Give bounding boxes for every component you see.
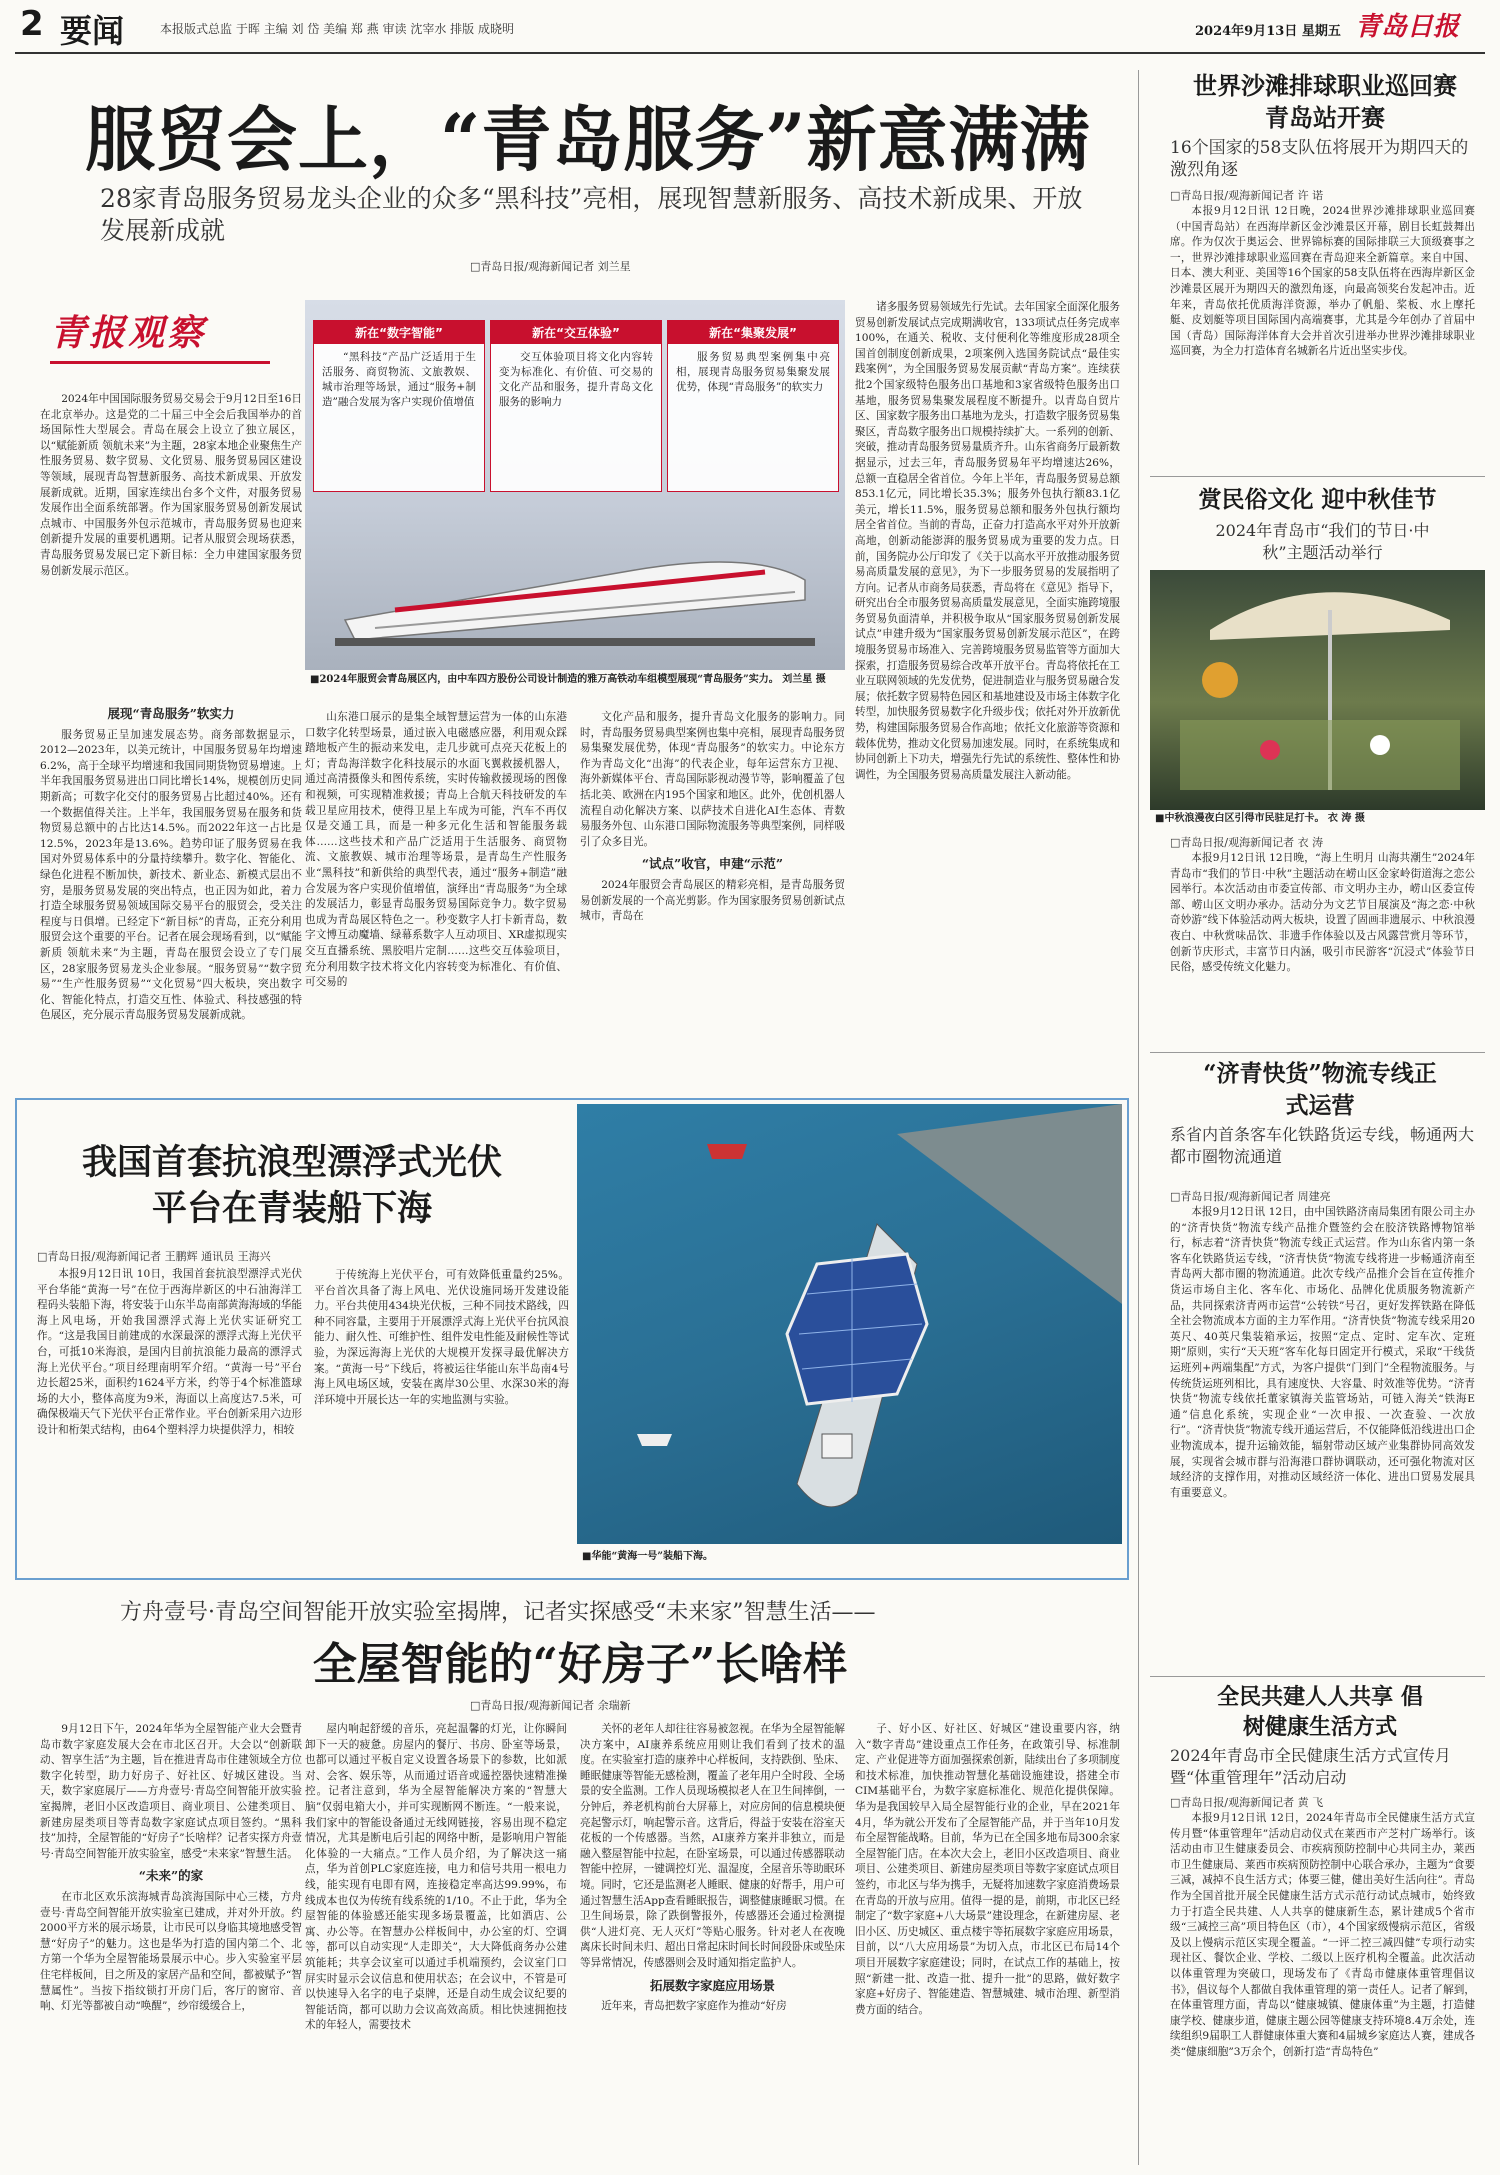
mid-autumn-subtitle: 2024年青岛市“我们的节日·中秋”主题活动举行 — [1215, 521, 1430, 562]
mid-autumn-body: 本报9月12日讯 12日晚，“海上生明月 山海共潮生”2024年青岛市“我们的节日·中秋”主题活动在崂山区金家岭街道海之恋公园举行。本次活动由市委宣传部、市文明办主办，崂山区委宣传部、崂山区文明办承办。活动分为文艺节目展演及“海之恋·中秋奇妙游”线下体验活动两大板块，设置了固画非遗展示、中秋浪漫夜白、中秋赏味品饮、非遗手作体验以及古风露营赏月等环节，创新节庆形式，丰富节日内涵，吸引市民游客“沉浸式”体验节日民俗，感受传统文化魅力。 — [1170, 852, 1475, 974]
column-tag-text: 青报观察 — [50, 312, 207, 354]
mid-autumn-byline: □青岛日报/观海新闻记者 衣 涛 — [1170, 836, 1324, 849]
feature-box-cluster — [667, 320, 839, 492]
column-tag — [40, 285, 300, 385]
rail-rule-2 — [1150, 1052, 1485, 1053]
lead-col4: 诸多服务贸易领域先行先试。去年国家全面深化服务贸易创新发展试点完成期满收官，133项试点任务完成率100%，在通关、税收、支付便利化等维度形成28项全国首创制度创新成果，2项案例入选国务院试点“最佳实践案例”，为全国服务贸易发展贡献“青岛方案”。连续获批2个国家级特色服务出口基地和3家省级特色服务出口基地，服务贸易集聚发展程度不断提升。以青岛自贸片区、国家数字服务出口基地为龙头，打造数字服务贸易集聚区，青岛数字服务出口规模持续扩大。一系列的创新、突破，推动青岛服务贸易量质齐升。山东省商务厅最新数据显示，过去三年，青岛服务贸易年平均增速达26%，总额一直稳居全省首位。今年上半年，青岛服务贸易总额853.1亿元，同比增长35.3%；服务外包执行额83.1亿美元，增长11.5%，服务贸易总额和服务外包执行额均居全省首位。当前的青岛，正奋力打造高水平对外开放新高地，创新动能澎湃的服务贸易成为重要的发力点。日前，国务院办公厅印发了《关于以高水平开放推动服务贸易高质量发展的意见》，为下一步服务贸易的发展指明了方向。记者从市商务局获悉，青岛将在《意见》指导下，研究出台全市服务贸易高质量发展意见，全面实施跨境服务贸易负面清单，并积极争取从“国家服务贸易创新发展试点”申建升级为“国家服务贸易创新发展示范区”，在跨境服务贸易市场准入、完善跨境服务贸易监管等方面加大探索，打造服务贸易综合改革开放平台。青岛将依托在工业互联网领域的先发优势，促进制造业与服务贸易融合发展；依托数字贸易特色园区和基地建设及市场主体数字化转型，加快服务贸易数字化升级步伐；依托对外开放新优势，构建国际服务贸易合作高地；依托文化旅游等资源和载体优势，推动文化贸易加速发展。同时，在系统集成和协同创新上下功夫，增强先行先试的系统性、整体性和协调性，为全国服务贸易高质量发展注入新动能。 — [855, 301, 1120, 781]
lead-col2: 山东港口展示的是集全域智慧运营为一体的山东港口数字化转型场景，通过嵌入电磁感应器，利用观众踩踏地板产生的振动来发电，走几步就可点亮天花板上的灯；青岛海洋数字化科技展示的水面飞翼救援机器人，通过高清摄像头和图传系统，实时传输救援现场的图像和视频，可实现精准救援；青岛上合航天科技研发的车载卫星应用技术，使得卫星上车成为可能，汽车不再仅仅是交通工具，而是一种多元化生活和智能服务载体……这些技术和产品广泛适用于生活服务、商贸物流、文旅教娱、城市治理等场景，是青岛生产性服务业“黑科技”和新供给的典型代表，通过“服务+制造”融合发展为客户实现价值增值，演绎出“青岛服务”为全球的发展活力，彰显青岛服务贸易国际竞争力。数字贸易也成为青岛展区特色之一。秒变数字人打卡新青岛，数字文博互动魔墙、绿幕系数字人互动项目、XR虚拟现实交互直播系统、黑胶唱片定制……这些交互体验项目，充分利用数字技术将文化内容转变为标准化、有价值、可交易的 — [305, 711, 567, 989]
health-lifestyle-subtitle: 2024年青岛市全民健康生活方式宣传月暨“体重管理年”活动启动 — [1170, 1746, 1451, 1787]
smart-home-col3: 关怀的老年人却往往容易被忽视。在华为全屋智能解决方案中，AI康养系统应用则让我们看到了技术的温度。在实验室打造的康养中心样板间，支持跌倒、坠床、睡眠健康等智能无感检测，覆盖了老年用户全时段、全场景的安全监测。工作人员现场模拟老人在卫生间摔倒，一分钟后，养老机构前台大屏幕上，对应房间的信息模块便亮起警示灯，响起警示音。这背后，得益于安装在浴室天花板的一个传感器。当然，AI康养方案并非独立，而是融入整屋智能中拉起，在卧室场景，可以通过传感器联动智能中控屏，一键调控灯光、温湿度，全屋音乐等助眠环境。同时，它还是监测老人睡眠、健康的好帮手，用户可通过智慧生活App查看睡眠报告，调整健康睡眠习惯。在卫生间场景，除了跌倒警报外，传感器还会通过检测提供“人进灯亮、无人灭灯”等贴心服务。针对老人在夜晚离床长时间未归、超出日常起床时间长时间段卧床或坠床等异常情况，传感器则会及时通知指定监护人。 拓展数字家庭应用场景 近年来，青岛把数字家庭作为推动“好房 — [580, 1723, 845, 2013]
lead-intro: 2024年中国国际服务贸易交易会于9月12日至16日在北京举办。这是党的二十届三中全会后我国举办的首场国际性大型展会。青岛在展会上设立了独立展区，以“赋能新质 领航未来”为主题，28家本地企业聚焦生产性服务贸易、数字贸易、文化贸易、服务贸易园区建设等领域，展现青岛智慧新服务、高技术新成果、开放发展新成就。近期，国家连续出台多个文件，对服务贸易发展作出全面系统部署。作为国家服务贸易创新发展试点城市、中国服务外包示范城市，青岛服务贸易也迎来创新提升发展的重要机遇期。记者从服贸会现场获悉，青岛服务贸易发展已定下新目标：全力申建国家服务贸易创新发展示范区。 — [40, 393, 302, 577]
subhead-expand-scenes: 拓展数字家庭应用场景 — [649, 1977, 775, 1993]
beach-volleyball-subtitle: 16个国家的58支队伍将展开为期四天的激烈角逐 — [1170, 138, 1469, 180]
beach-volleyball-byline: □青岛日报/观海新闻记者 许 诺 — [1170, 189, 1324, 202]
lead-title: 服贸会上，“青岛服务”新意满满 — [85, 98, 1091, 181]
smart-home-kicker: 方舟壹号·青岛空间智能开放实验室揭牌，记者实探感受“未来家”智慧生活—— — [120, 1600, 876, 1625]
smart-home-col1: 9月12日下午，2024年华为全屋智能产业大会暨青岛市数字家庭发展大会在市北区召开。大会以“创新联动、智享生活”为主题，旨在推进青岛市住建领域全方位数字化转型，助力好房子、好社区、好城区建设。当天，数字家庭展厅——方舟壹号·青岛空间智能开放实验室揭牌，老旧小区改造项目、商业项目、公建类项目、新建房屋类项目等青岛数字家庭试点项目签约。“黑科技”加持，全屋智能的“好房子”长啥样？记者实探方舟壹号·青岛空间智能开放实验室，感受“未来家”智慧生活。 “未来”的家 在市北区欢乐滨海城青岛滨海国际中心三楼，方舟壹号·青岛空间智能开放实验室已建成，并对外开放。约2000平方米的展示场景，让市民可以身临其境地感受智慧“好房子”的魅力。这也是华为打造的国内第二个、北方第一个华为全屋智能场景展示中心。步入实验室平层住宅样板间，目之所及的家居产品和空间，都被赋予“智慧属性”。当按下指纹锁打开房门后，客厅的窗帘、音响、灯光等都被自动“唤醒”，纱帘缓缓合上， — [40, 1723, 302, 2013]
smart-home-title: 全屋智能的“好房子”长啥样 — [312, 1639, 848, 1690]
page-number: 2 — [20, 4, 44, 44]
beach-volleyball-body: 本报9月12日讯 12日晚，2024世界沙滩排球职业巡回赛（中国青岛站）在西海岸新区金沙滩景区开幕，剧目长虹鼓舞出席。作为仅次于奥运会、世界锦标赛的国际排联三大顶级赛事之一，世界沙滩排球职业巡回赛在青岛迎来全新篇章。来自中国、日本、澳大利亚、美国等16个国家的58支队伍将在西海岸新区金沙滩景区展开为期四天的激烈角逐，向最高领奖台发起冲击。近年来，青岛依托优质海洋资源，举办了帆船、桨板、水上摩托艇、皮划艇等项目国际国内高端赛事，尤其是今年创办了首届中国（青岛）国际海洋体育大会并首次引进举办世界沙滩排球职业巡回赛，为全力打造体育名城新名片近出坚实步伐。 — [1170, 205, 1475, 358]
feature-box-head: 新在“数字智能” — [314, 321, 484, 344]
umbrella-lantern-icon — [1150, 570, 1485, 810]
lead-infographic — [305, 300, 845, 670]
pv-col2: 于传统海上光伏平台，可有效降低重量约25%。平台首次具备了海上风电、光伏设施同场开发建设能力。平台共使用434块光伏板，三种不同技术路线，四种不同容量，主要用于开展漂浮式海上光伏平台抗风浪能力、耐久性、可维护性、组件发电性能及耐候性等试验，为深远海海上光伏的大规模开发探寻最优解决方案。“黄海一号”下线后，将被运往华能山东半岛南4号海上风电场区域，安装在离岸30公里、水深30米的海洋环境中开展长达一年的实地监测与实验。 — [314, 1269, 569, 1406]
health-lifestyle-body: 本报9月12日讯 12日，2024年青岛市全民健康生活方式宣传月暨“体重管理年”活动启动仪式在莱西市产芝村广场举行。该活动由市卫生健康委员会、市疾病预防控制中心共同主办，莱西市卫生健康局、莱西市疾病预防控制中心联合承办，主题为“食要三减，减掉不良生活方式；体要三健，健出美好生活向往”。青岛作为全国首批开展全民健康生活方式示范行动试点城市，始终致力于打造全民共建、人人共享的健康新生态，累计建成5个省市级“三减控三高”项目特色区（市），4个国家级慢病示范区，省级及以上慢病示范区实现全覆盖。“一评二控三减四健”专项行动实现社区、餐饮企业、学校、二级以上医疗机构全覆盖。此次活动以体重管理为突破口，现场发布了《青岛市健康体重管理倡议书》，倡议每个人都做自我体重管理的第一责任人。记者了解到，在体重管理方面，青岛以“健康城镇、健康体重”为主题，打造健康学校、健康步道，健康主题公园等健康支持环境8.4万余处，连续组织9届职工人群健康体重大赛和4届城乡家庭达人赛，建成各类“健康细胞”3万余个，创新打造“青岛特色” — [1170, 1812, 1475, 2058]
lead-photo-caption: ■2024年服贸会青岛展区内，由中车四方股份公司设计制造的雅万高铁动车组模型展现“青岛服务”实力。 刘兰星 摄 — [310, 674, 826, 685]
jiqing-freight-byline: □青岛日报/观海新闻记者 周建亮 — [1170, 1190, 1331, 1203]
lead-col3: 文化产品和服务，提升青岛文化服务的影响力。同时，青岛服务贸易典型案例也集中亮相，展现青岛服务贸易集聚发展优势，体现“青岛服务”的软实力。中论东方作为青岛文化“出海”的代表企业，每年运营东方卫视、海外新媒体平台、青岛国际影视动漫节等，影响覆盖了包括北美、欧洲在内195个国家和地区。此外，优创机器人流程自动化解决方案、以萨技术自进化AI生态体、青数易服务外包、山东港口国际物流服务等典型案例，同样吸引了众多目光。 “试点”收官，申建“示范” 2024年服贸会青岛展区的精彩亮相，是青岛服务贸易创新发展的一个高光剪影。作为国家服务贸易创新试点城市，青岛在 — [580, 711, 845, 923]
smart-home-col2: 屋内响起舒缓的音乐，亮起温馨的灯光，让你瞬间卸下一天的疲惫。房屋内的餐厅、书房、卧室等场景，也都可以通过平板自定义设置各场景下的参数，比如派对、会客、娱乐等，从而通过语音或遥控器快速精准操控。记者注意到，华为全屋智能解决方案的“智慧大脑”仅弱电箱大小，并可实现断网不断连。“一般来说，我们家中的智能设备通过无线网链接，容易出现不稳定情况，尤其是断电后引起的网络中断，是影响用户智能化体验的一大痛点。”工作人员介绍，为了解决这一痛点，华为首创PLC家庭连接，电力和信号共用一根电力线，能实现有电即有网，连接稳定率高达99.99%，布线成本也仅为传统有线系统的1/10。不止于此，华为全屋智能的体验感还能实现多场景覆盖，比如酒店、公寓、办公等。在智慧办公样板间中，办公室的灯、空调等，都可以自动实现“人走即关”，大大降低商务办公建筑能耗；共享会议室可以通过手机端预约，会议室门口屏实时显示会议信息和使用状态；在会议中，不管是可以快速导入名字的电子桌牌，还是自动生成会议纪要的智能话筒，都可以助力会议高效高质。相比快速拥抱技术的年轻人，需要技术 — [305, 1723, 567, 2032]
feature-box-body: “黑科技”产品广泛适用于生活服务、商贸物流、文旅教娱、城市治理等场景，通过“服务+制造”融合发展为客户实现价值增值 — [322, 351, 476, 408]
lead-subtitle: 28家青岛服务贸易龙头企业的众多“黑科技”亮相，展现智慧新服务、高技术新成果、开放发展新成就 — [100, 184, 1083, 245]
jiqing-freight-title: “济青快货”物流专线正式运营 — [1203, 1060, 1437, 1119]
editors-line: 本报版式总监 于晖 主编 刘 岱 美编 郑 燕 审读 沈宰水 排版 成晓明 — [160, 22, 514, 36]
pv-title: 我国首套抗浪型漂浮式光伏平台在青装船下海 — [81, 1142, 502, 1229]
health-lifestyle-title: 全民共建人人共享 倡树健康生活方式 — [1217, 1684, 1423, 1740]
section-name: 要闻 — [60, 12, 125, 50]
header-rule — [15, 52, 1485, 54]
feature-box-head: 新在“集聚发展” — [668, 321, 838, 344]
pv-platform-box — [15, 1098, 1129, 1580]
subhead-future-home: “未来”的家 — [138, 1868, 204, 1884]
pv-byline: □青岛日报/观海新闻记者 王鹏辉 通讯员 王海兴 — [37, 1250, 271, 1263]
issue-date: 2024年9月13日 星期五 — [1195, 24, 1341, 39]
jiqing-freight-subtitle: 系省内首条客车化铁路货运专线，畅通两大都市圈物流通道 — [1170, 1125, 1475, 1166]
subhead-pilot: “试点”收官，申建“示范” — [641, 856, 784, 872]
rail-divider — [1138, 70, 1139, 2165]
mid-autumn-caption: ■中秋浪漫夜白区引得市民驻足打卡。 衣 涛 摄 — [1155, 813, 1365, 824]
jiqing-freight-body: 本报9月12日讯 12日，由中国铁路济南局集团有限公司主办的“济青快货”物流专线产品推介暨签约会在胶济铁路博物馆举行，标志着“济青快货”物流专线正式运营。作为山东省内第一条客车化铁路货运专线，“济青快货”物流专线将进一步畅通济南至青岛两大都市圈的物流通道。此次专线产品推介会旨在宣传推介货运市场自主化、客车化、市场化、品牌化优质服务物流新产品，共同探索济青两市运营“公转铁”号召，更好发挥铁路在降低全社会物流成本方面的主力军作用。“济青快货”物流专线采用20英尺、40英尺集装箱承运，按照“定点、定时、定车次、定班期”原则，实行“天天班”客车化每日固定开行模式，采取“干线货运班列+两端集配”方式，为客户提供“门到门”全程物流服务。与传统货运班列相比，具有速度快、大容量、时效准等优势。“济青快货”物流专线依托董家镇海关监管场站，可链入海关“铁海E通”信息化系统，实现企业“一次申报、一次查验、一次放行”。“济青快货”物流专线开通运营后，不仅能降低沿线进出口企业物流成本，提升运输效能，辐射带动区域产业集群协同高效发展，实现省会城市群与沿海港口群协调联动，还可强化物流对区域经济的支撑作用，对推动区域经济一体化、进出口贸易发展具有重要意义。 — [1170, 1206, 1475, 1499]
train-model-icon — [335, 510, 815, 650]
mid-autumn-title: 赏民俗文化 迎中秋佳节 — [1198, 486, 1437, 513]
ship-with-pv-platform-icon — [577, 1104, 1122, 1544]
beach-volleyball-title: 世界沙滩排球职业巡回赛青岛站开赛 — [1193, 71, 1457, 132]
paper-logo: 青岛日报 — [1355, 12, 1460, 42]
feature-box-head: 新在“交互体验” — [491, 321, 661, 344]
feature-box-digital — [313, 320, 485, 492]
feature-box-interaction — [490, 320, 662, 492]
lead-byline: □青岛日报/观海新闻记者 刘兰星 — [470, 260, 631, 273]
mid-autumn-photo — [1150, 570, 1485, 810]
pv-ship-photo — [577, 1104, 1122, 1544]
page-header — [0, 0, 1500, 52]
feature-box-body: 服务贸易典型案例集中亮相，展现青岛服务贸易集聚发展优势，体现“青岛服务”的软实力 — [676, 351, 830, 393]
smart-home-byline: □青岛日报/观海新闻记者 余瑞新 — [470, 1699, 631, 1712]
pv-photo-caption: ■华能“黄海一号”装船下海。 — [582, 1551, 713, 1562]
lead-col1: 展现“青岛服务”软实力 服务贸易正呈加速发展态势。商务部数据显示，2012—2023年，以美元统计，中国服务贸易年均增速6.2%，高于全球平均增速和我国同期货物贸易增速。上半年我国服务贸易进出口同比增长14%，规模创历史同期新高；可数字化交付的服务贸易占比超过40%。还有一个数据值得关注。上半年，我国服务贸易在服务和货物贸易总额中的占比达14.5%。而2022年这一占比是12.5%，2023年是13.6%。趋势印证了服务贸易在我国对外贸易体系中的分量持续攀升。数字化、智能化、绿色化进程不断加快，新技术、新业态、新模式层出不穷，是服务贸易发展的突出特点，也正因为如此，着力打造全球服务贸易领域国际交易平台的服贸会，受关注程度与日俱增。已经定下“新目标”的青岛，正充分利用服贸会这个重要的平台。记者在展会现场看到，以“赋能新质 领航未来”为主题，青岛在服贸会设立了专门展区，28家服务贸易龙头企业参展。“服务贸易”“数字贸易”“生产性服务贸易”“文化贸易”四大板块，突出数字化、智能化特点，打造交互性、体验式、科技感强的特色展区，充分展示青岛服务贸易发展新成就。 — [40, 706, 302, 1022]
rail-rule-3 — [1150, 1676, 1485, 1677]
column-tag-underline — [50, 361, 270, 364]
pv-col1: 本报9月12日讯 10日，我国首套抗浪型漂浮式光伏平台华能“黄海一号”在位于西海岸新区的中石油海洋工程码头装船下海，将安装于山东半岛南部黄海海域的华能海上风电场，开始我国漂浮式海上光伏实证研究工作。“这是我国目前建成的水深最深的漂浮式海上光伏平台，可抵10米海浪，是国内目前抗浪能力最高的漂浮式海上光伏平台。”项目经理南明军介绍。“黄海一号”平台边长超25米，面积约1624平方米，约等于4个标准篮球场的大小，整体高度为9米，海面以上高度达7.5米，可确保极端天气下光伏平台正常作业。平台创新采用六边形设计和桁架式结构，由64个塑料浮力块提供浮力，相较 — [37, 1268, 302, 1436]
health-lifestyle-byline: □青岛日报/观海新闻记者 黄 飞 — [1170, 1796, 1324, 1809]
subhead-soft-power: 展现“青岛服务”软实力 — [107, 706, 235, 721]
smart-home-col4: 子、好小区、好社区、好城区”建设重要内容，纳入“数字青岛”建设重点工作任务，在政策引导、标准制定、产业促进等方面加强探索创新，陆续出台了多项制度和技术标准，加快推动智慧化基础设施建设，搭建全市CIM基础平台，为数字家庭标准化、规范化提供保障。华为是我国较早入局全屋智能行业的企业，早在2021年4月，华为就公开发布了全屋智能产品，并于当年10月发布全屋智能战略。目前，华为已在全国多地布局300余家全屋智能门店。在本次大会上，老旧小区改造项目、商业项目、公建类项目、新建房屋类项目等数字家庭试点项目签约，市北区与华为携手，无疑将加速数字家庭消费场景在青岛的开放与应用。值得一提的是，前期，市北区已经制定了“数字家庭+八大场景”建设理念，在新建房屋、老旧小区、历史城区、重点楼宇等拓展数字家庭应用场景，目前，以“八大应用场景”为切入点，市北区已布局14个项目开展数字家庭建设；同时，在试点工作的基础上，按照“新建一批、改造一批、提升一批”的思路，做好数字家庭+好房子、智能建造、智慧城建、城市治理、新型消费方面的结合。 — [855, 1723, 1120, 2016]
rail-rule-1 — [1150, 476, 1485, 477]
feature-box-body: 交互体验项目将文化内容转变为标准化、有价值、可交易的文化产品和服务，提升青岛文化服务的影响力 — [499, 351, 653, 408]
